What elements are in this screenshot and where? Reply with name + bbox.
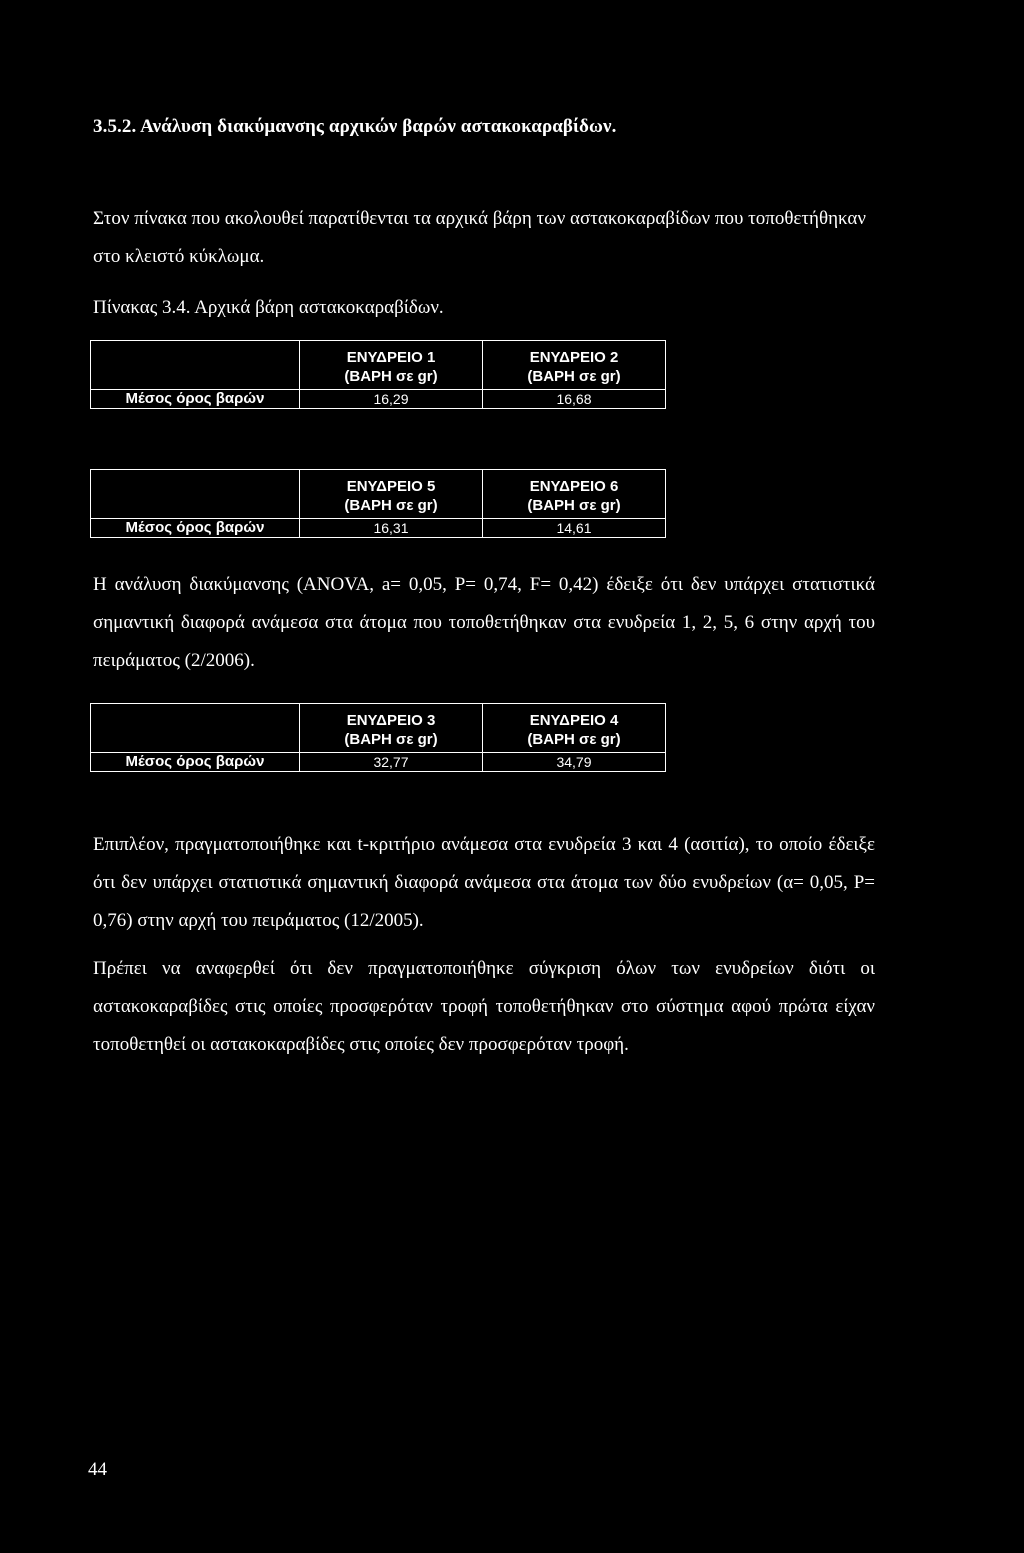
column-header-unit: (ΒΑΡΗ σε gr) [344,497,438,514]
anova-paragraph: Η ανάλυση διακύμανσης (ANOVA, a= 0,05, P= 0,74, F= 0,42) έδειξε ότι δεν υπάρχει στατιστικά σημαντική διαφορά ανάμεσα στα άτομα που τοποθετήθηκαν στα ενυδρεία 1, 2, 5, 6 στην αρχή του πειράματος (2/2006). [93,574,875,671]
column-header [300,470,483,519]
column-header-unit: (ΒΑΡΗ σε gr) [527,368,621,385]
column-header-name: ΕΝΥΔΡΕΙΟ 6 [529,478,619,495]
intro-paragraph: Στον πίνακα που ακολουθεί παρατίθενται τα αρχικά βάρη των αστακοκαραβίδων που τοποθετήθηκαν στο κλειστό κύκλωμα. [93,208,866,267]
table-header-row [91,704,666,753]
weights-table-2 [90,469,666,538]
column-header-unit: (ΒΑΡΗ σε gr) [344,368,438,385]
table-corner-cell [91,470,300,519]
table-row [91,390,666,409]
ttest-paragraph: Επιπλέον, πραγματοποιήθηκε και t-κριτήριο ανάμεσα στα ενυδρεία 3 και 4 (ασιτία), το οποίο έδειξε ότι δεν υπάρχει στατιστικά σημαντική διαφορά ανάμεσα στα άτομα των δύο ενυδρείων (α= 0,05, P= 0,76) στην αρχή του πειράματος (12/2005). [93,834,875,931]
column-header [300,704,483,753]
row-label: Μέσος όρος βαρών [91,390,300,409]
table-cell: 32,77 [300,753,483,772]
column-header [300,341,483,390]
column-header [483,341,666,390]
page-number: 44 [88,1459,107,1480]
table-cell: 16,31 [300,519,483,538]
table-cell: 34,79 [483,753,666,772]
column-header [483,470,666,519]
table-cell: 16,68 [483,390,666,409]
note-paragraph: Πρέπει να αναφερθεί ότι δεν πραγματοποιήθηκε σύγκριση όλων των ενυδρείων διότι οι αστακοκαραβίδες στις οποίες προσφερόταν τροφή τοποθετήθηκαν στο σύστημα αφού πρώτα είχαν τοποθετηθεί οι αστακοκαραβίδες στις οποίες δεν προσφερόταν τροφή. [93,958,875,1055]
column-header-name: ΕΝΥΔΡΕΙΟ 2 [529,349,619,366]
table-caption: Πίνακας 3.4. Αρχικά βάρη αστακοκαραβίδων. [93,297,444,318]
row-label: Μέσος όρος βαρών [91,519,300,538]
table-row [91,519,666,538]
column-header-unit: (ΒΑΡΗ σε gr) [344,731,438,748]
table-header-row [91,470,666,519]
weights-table-1 [90,340,666,409]
row-label: Μέσος όρος βαρών [91,753,300,772]
weights-table-3 [90,703,666,772]
column-header-unit: (ΒΑΡΗ σε gr) [527,497,621,514]
table-cell: 16,29 [300,390,483,409]
column-header-unit: (ΒΑΡΗ σε gr) [527,731,621,748]
table-row [91,753,666,772]
column-header-name: ΕΝΥΔΡΕΙΟ 4 [529,712,619,729]
column-header-name: ΕΝΥΔΡΕΙΟ 1 [346,349,436,366]
column-header [483,704,666,753]
section-heading: 3.5.2. Ανάλυση διακύμανσης αρχικών βαρών αστακοκαραβίδων. [93,116,617,137]
table-header-row [91,341,666,390]
table-cell: 14,61 [483,519,666,538]
table-corner-cell [91,341,300,390]
table-corner-cell [91,704,300,753]
column-header-name: ΕΝΥΔΡΕΙΟ 5 [346,478,436,495]
column-header-name: ΕΝΥΔΡΕΙΟ 3 [346,712,436,729]
